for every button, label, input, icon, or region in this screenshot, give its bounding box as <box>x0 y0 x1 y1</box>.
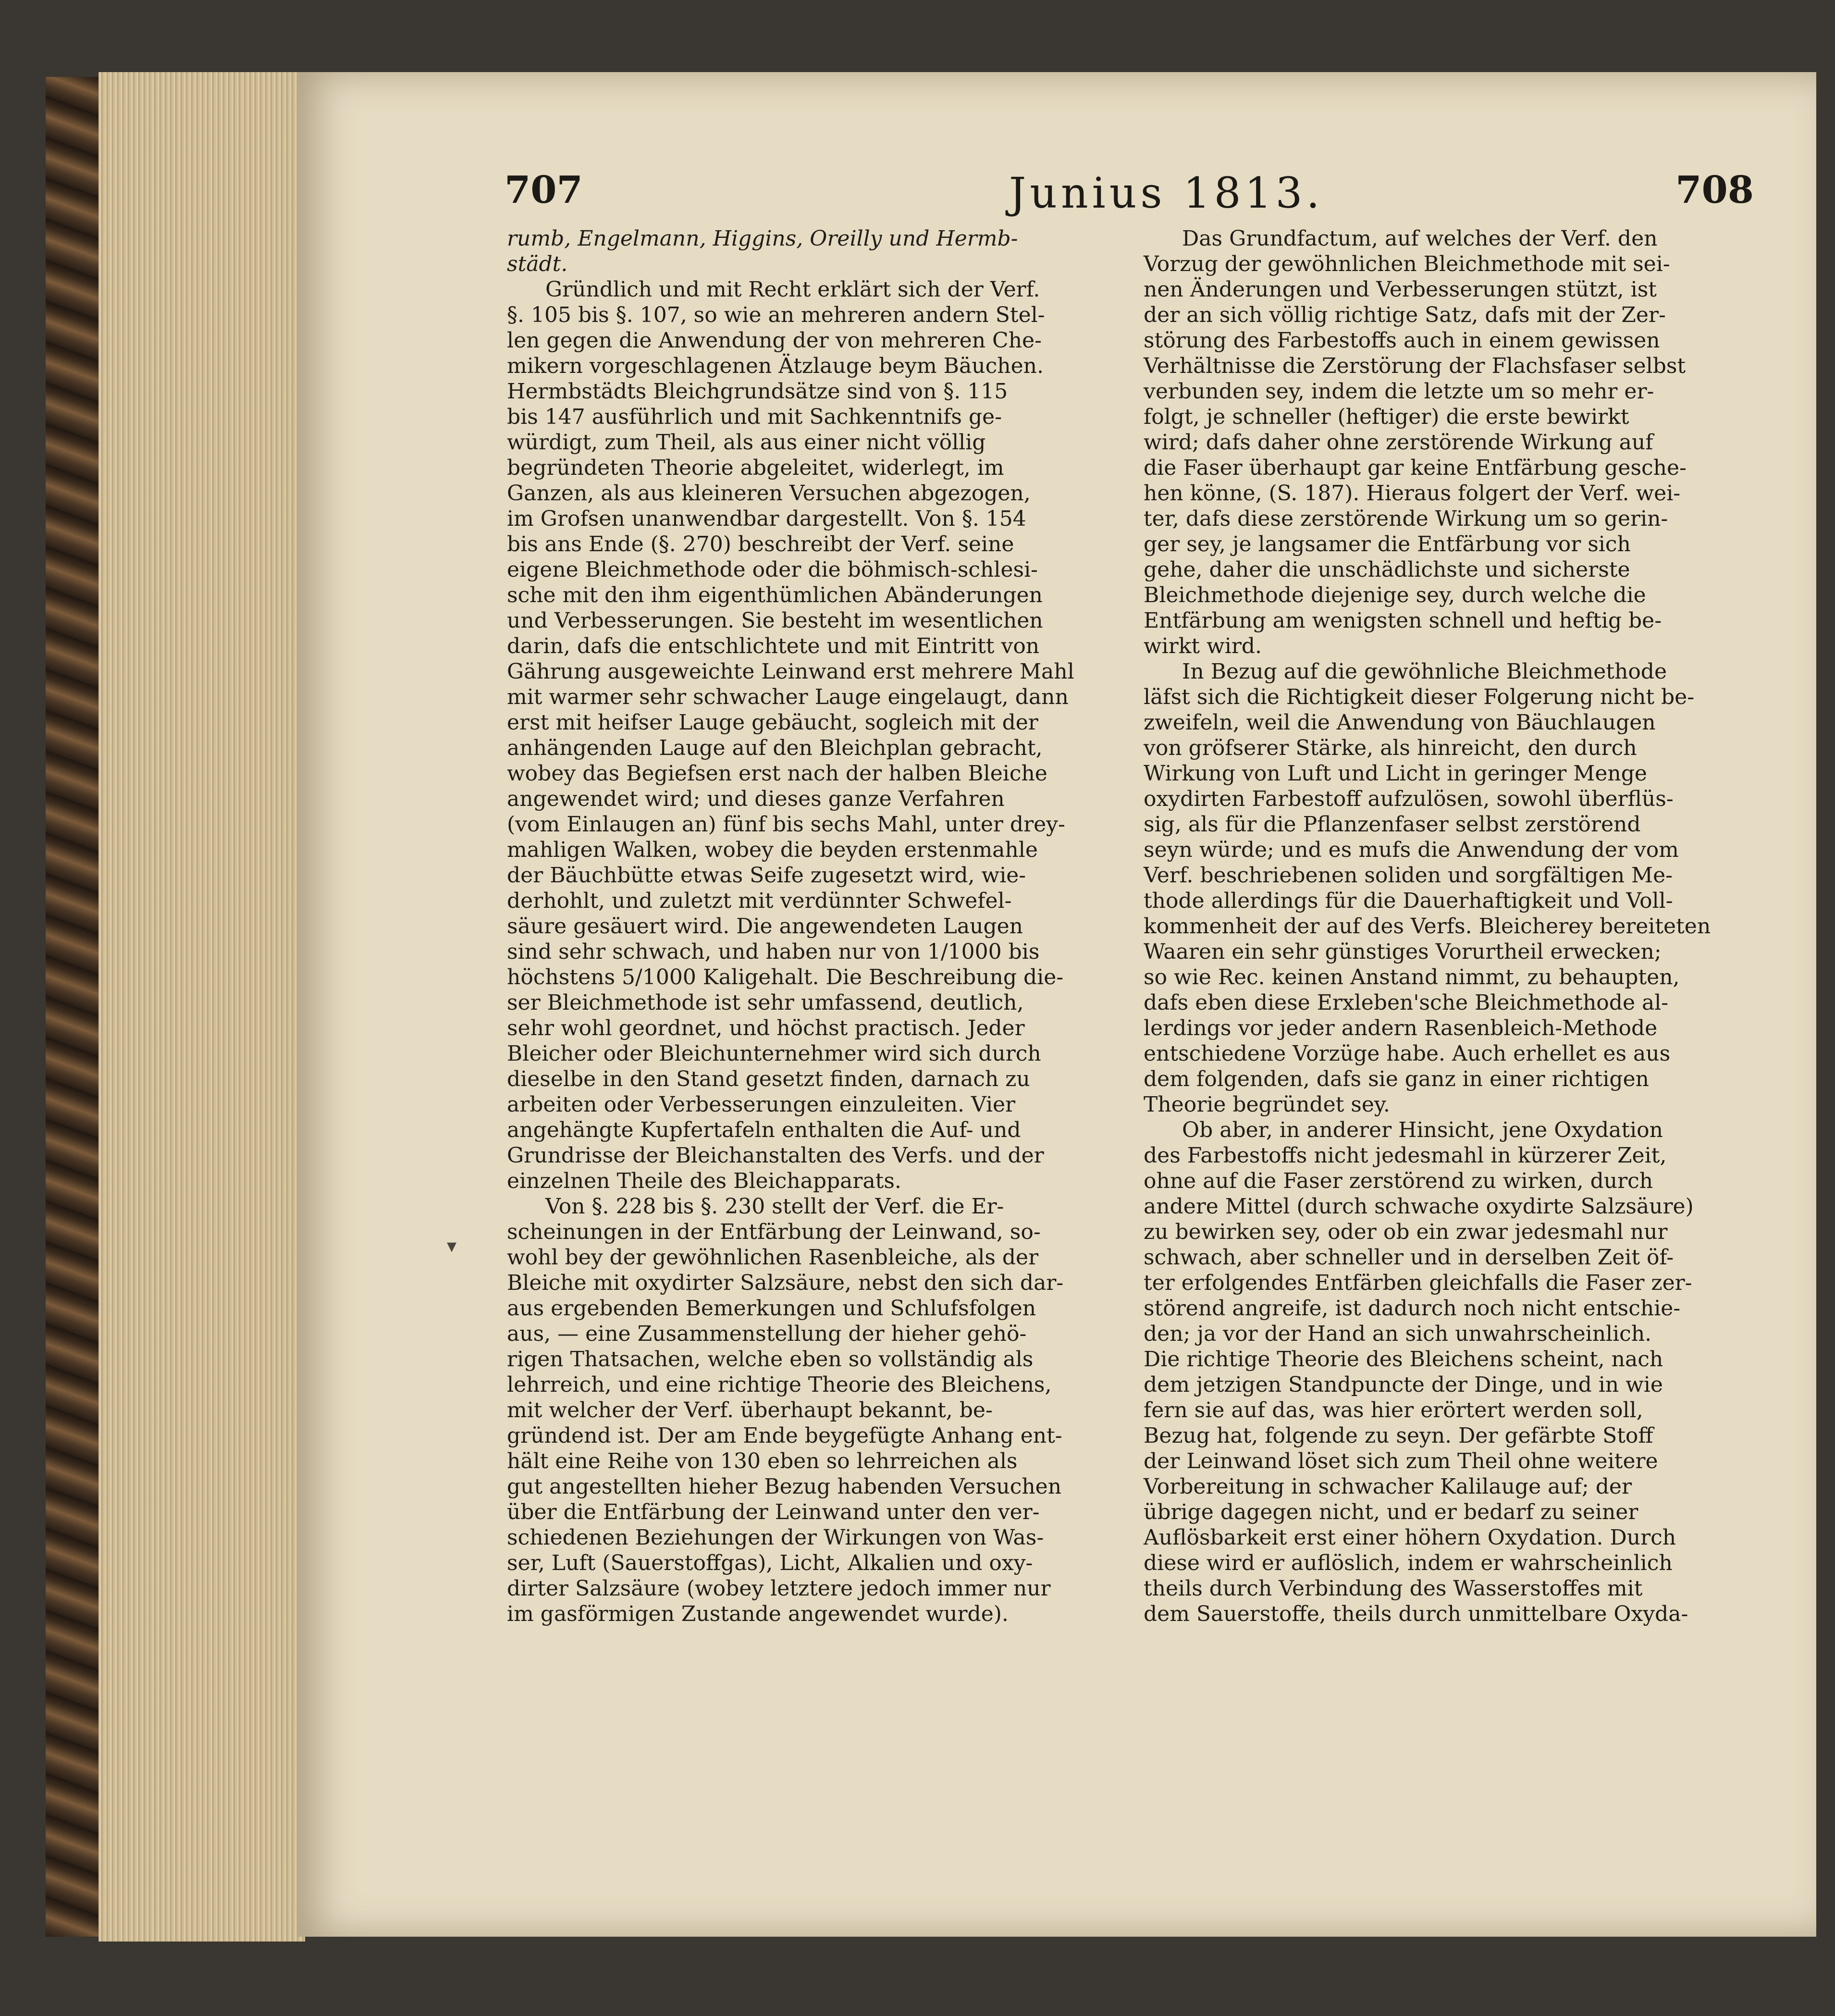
running-title: Junius 1813. <box>1009 168 1324 218</box>
right-paragraph-3: Ob aber, in anderer Hinsicht, jene Oxydation des Farbestoffs nicht jedesmahl in kürzerer Zeit, ohne auf die Faser zerstörend zu wirken, durch andere Mittel (durch schwache oxydirte Salzsäure) zu bewirken sey, oder ob ein zwar jedesmahl nur schwach, aber schneller und in derselben Zeit öf- ter erfolgendes Entfärben gleichfalls die Faser zer- störend angreife, ist dadurch noch nicht entschie- den; ja vor der Hand an sich unwahrscheinlich. Die richtige Theorie des Bleichens scheint, nach dem jetzigen Standpuncte der Dinge, und in wie fern sie auf das, was hier erörtert werden soll, Bezug hat, folgende zu seyn. Der gefärbte Stoff der Leinwand löset sich zum Theil ohne weitere Vorbereitung in schwacher Kalilauge auf; der übrige dagegen nicht, und er bedarf zu seiner Auflösbarkeit erst einer höhern Oxydation. Durch diese wird er auflöslich, indem er wahrscheinlich theils durch Verbindung des Wasserstoffes mit dem Sauerstoffe, theils durch unmittelbare Oxyda- <box>1144 1118 1694 1626</box>
right-paragraph-1: Das Grundfactum, auf welches der Verf. den Vorzug der gewöhnlichen Bleichmethode mit sei- nen Änderungen und Verbesserungen stützt, ist der an sich völlig richtige Satz, dafs mit der Zer- störung des Farbestoffs auch in einem gewissen Verhältnisse die Zerstörung der Flachsfaser selbst verbunden sey, indem die letzte um so mehr er- folgt, je schneller (heftiger) die erste bewirkt wird; dafs daher ohne zerstörende Wirkung auf die Faser überhaupt gar keine Entfärbung gesche- hen könne, (S. 187). Hieraus folgert der Verf. wei- ter, dafs diese zerstörende Wirkung um so gerin- ger sey, je langsamer die Entfärbung vor sich gehe, daher die unschädlichste und sicherste Bleichmethode diejenige sey, durch welche die Entfärbung am wenigsten schnell und heftig be- wirkt wird. <box>1144 226 1687 658</box>
marbled-book-cover <box>46 77 101 1937</box>
page-number-left: 707 <box>505 168 583 212</box>
page-header <box>505 168 1754 226</box>
left-paragraph-1: rumb, Engelmann, Higgins, Oreilly und Hermb- städt. <box>507 226 1018 276</box>
page-edges <box>99 72 305 1942</box>
left-column <box>507 226 1112 1627</box>
left-paragraph-3: Von §. 228 bis §. 230 stellt der Verf. die Er- scheinungen in der Entfärbung der Leinwand, so- wohl bey der gewöhnlichen Rasenbleiche, als der Bleiche mit oxydirter Salzsäure, nebst den sich dar- aus ergebenden Bemerkungen und Schlufsfolgen aus, — eine Zusammenstellung der hieher gehö- rigen Thatsachen, welche eben so vollständig als lehrreich, und eine richtige Theorie des Bleichens, mit welcher der Verf. überhaupt bekannt, be- gründend ist. Der am Ende beygefügte Anhang ent- hält eine Reihe von 130 eben so lehrreichen als gut angestellten hieher Bezug habenden Versuchen über die Entfärbung der Leinwand unter den ver- schiedenen Beziehungen der Wirkungen von Was- ser, Luft (Sauerstoffgas), Licht, Alkalien und oxy- dirter Salzsäure (wobey letztere jedoch immer nur im gasförmigen Zustande angewendet wurde). <box>507 1194 1064 1626</box>
right-column <box>1144 226 1749 1627</box>
left-paragraph-2: Gründlich und mit Recht erklärt sich der Verf. §. 105 bis §. 107, so wie an mehreren andern Stel- len gegen die Anwendung der von mehreren Che- mikern vorgeschlagenen Ätzlauge beym Bäuchen. Hermbstädts Bleichgrundsätze sind von §. 115 bis 147 ausführlich und mit Sachkenntnifs ge- würdigt, zum Theil, als aus einer nicht völlig begründeten Theorie abgeleitet, widerlegt, im Ganzen, als aus kleineren Versuchen abgezogen, im Grofsen unanwendbar dargestellt. Von §. 154 bis ans Ende (§. 270) beschreibt der Verf. seine eigene Bleichmethode oder die böhmisch-schlesi- sche mit den ihm eigenthümlichen Abänderungen und Verbesserungen. Sie besteht im wesentlichen darin, dafs die entschlichtete und mit Eintritt von Gährung ausgeweichte Leinwand erst mehrere Mahl mit warmer sehr schwacher Lauge eingelaugt, dann erst mit heifser Lauge gebäucht, sogleich mit der anhängenden Lauge auf den Bleichplan gebracht, wobey das Begiefsen erst nach der halben Bleiche angewendet wird; und dieses ganze Verfahren (vom Einlaugen an) fünf bis sechs Mahl, unter drey- mahligen Walken, wobey die beyden erstenmahle der Bäuchbütte etwas Seife zugesetzt wird, wie- derhohlt, und zuletzt mit verdünnter Schwefel- säure gesäuert wird. Die angewendeten Laugen sind sehr schwach, und haben nur von 1/1000 bis höchstens 5/1000 Kaligehalt. Die Beschreibung die- ser Bleichmethode ist sehr umfassend, deutlich, sehr wohl geordnet, und höchst practisch. Jeder Bleicher oder Bleichunternehmer wird sich durch dieselbe in den Stand gesetzt finden, darnach zu arbeiten oder Verbesserungen einzuleiten. Vier angehängte Kupfertafeln enthalten die Auf- und Grundrisse der Bleichanstalten des Verfs. und der einzelnen Theile des Bleichapparats. <box>507 277 1074 1193</box>
margin-mark: ▾ <box>447 1235 457 1257</box>
right-paragraph-2: In Bezug auf die gewöhnliche Bleichmethode läfst sich die Richtigkeit dieser Folgerung nicht be- zweifeln, weil die Anwendung von Bäuchlaugen von gröfserer Stärke, als hinreicht, den durch Wirkung von Luft und Licht in geringer Menge oxydirten Farbestoff aufzulösen, sowohl überflüs- sig, als für die Pflanzenfaser selbst zerstörend seyn würde; und es mufs die Anwendung der vom Verf. beschriebenen soliden und sorgfältigen Me- thode allerdings für die Dauerhaftigkeit und Voll- kommenheit der auf des Verfs. Bleicherey bereiteten Waaren ein sehr günstiges Vorurtheil erwecken; so wie Rec. keinen Anstand nimmt, zu behaupten, dafs eben diese Erxleben'sche Bleichmethode al- lerdings vor jeder andern Rasenbleich-Methode entschiedene Vorzüge habe. Auch erhellet es aus dem folgenden, dafs sie ganz in einer richtigen Theorie begründet sey. <box>1144 659 1711 1117</box>
page-number-right: 708 <box>1675 168 1754 212</box>
